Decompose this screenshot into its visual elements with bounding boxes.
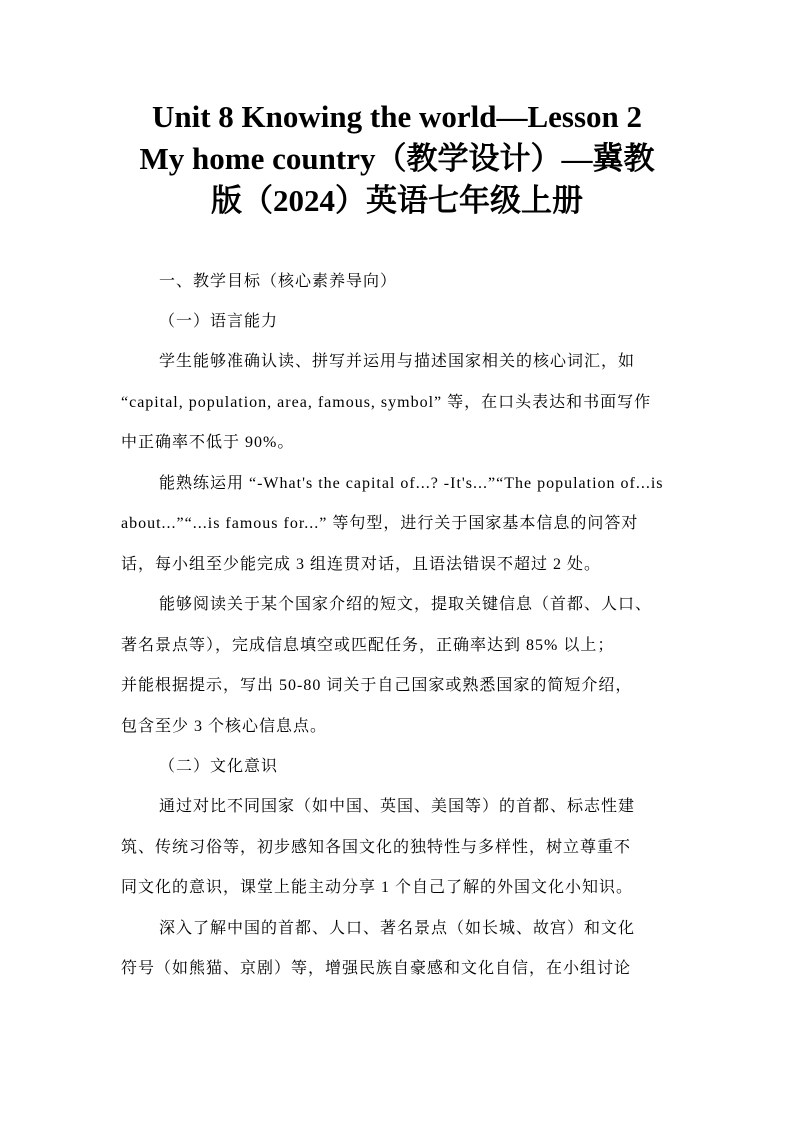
paragraph-line: “capital, population, area, famous, symbol” 等，在口头表达和书面写作	[121, 393, 652, 411]
title-line: Unit 8 Knowing the world—Lesson 2	[151, 99, 643, 134]
paragraph-line: 通过对比不同国家（如中国、英国、美国等）的首都、标志性建	[159, 798, 636, 815]
paragraph-chinese-culture	[121, 909, 677, 990]
paragraph-line: 同文化的意识，课堂上能主动分享 1 个自己了解的外国文化小知识。	[121, 879, 634, 896]
paragraph-reading-writing	[121, 585, 677, 747]
paragraph-sentence-patterns	[121, 464, 677, 586]
subsection-heading-culture: （二）文化意识	[159, 758, 279, 775]
paragraph-line: about...”“...is famous for...” 等句型，进行关于国家基本信息的问答对	[121, 515, 639, 532]
paragraph-line: 筑、传统习俗等，初步感知各国文化的独特性与多样性，树立尊重不	[121, 838, 632, 856]
paragraph-line: 并能根据提示，写出 50-80 词关于自己国家或熟悉国家的简短介绍，	[121, 677, 633, 694]
section-heading-objectives: 一、教学目标（核心素养导向）	[159, 273, 398, 290]
paragraph-line: 著名景点等），完成信息填空或匹配任务，正确率达到 85% 以上；	[121, 636, 615, 654]
paragraph-line: 能够阅读关于某个国家介绍的短文，提取关键信息（首都、人口、	[159, 596, 653, 613]
paragraph-line: 深入了解中国的首都、人口、著名景点（如长城、故宫）和文化	[159, 919, 636, 937]
paragraph-line: 包含至少 3 个核心信息点。	[121, 717, 328, 735]
paragraph-line: 能熟练运用 “-What's the capital of...? -It's...”“The population of...is	[159, 474, 664, 492]
paragraph-line: 话，每小组至少能完成 3 组连贯对话，且语法错误不超过 2 处。	[121, 555, 602, 573]
title-line: My home country（教学设计）—冀教	[139, 141, 655, 176]
document-title	[100, 96, 694, 222]
paragraph-vocabulary	[121, 342, 677, 464]
paragraph-line: 符号（如熊猫、京剧）等，增强民族自豪感和文化自信，在小组讨论	[121, 960, 632, 977]
paragraph-culture-comparison	[121, 787, 677, 909]
subsection-heading-language: （一）语言能力	[159, 313, 279, 330]
paragraph-line: 中正确率不低于 90%。	[121, 434, 295, 451]
document-body	[121, 262, 677, 990]
title-line: 版（2024）英语七年级上册	[211, 183, 583, 218]
paragraph-line: 学生能够准确认读、拼写并运用与描述国家相关的核心词汇，如	[159, 353, 636, 370]
